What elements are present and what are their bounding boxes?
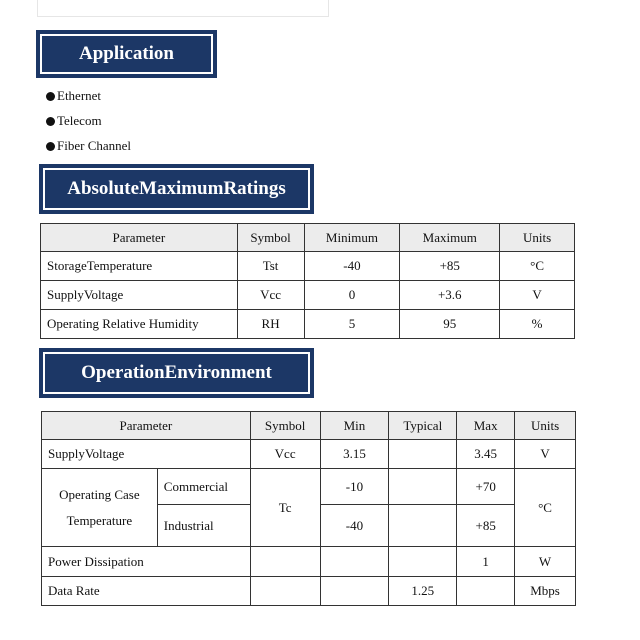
header-maximum: Maximum [400,224,500,252]
cell-symbol: Tst [237,252,304,281]
header-symbol: Symbol [250,412,320,440]
table-row [42,469,576,505]
table-row [41,281,575,310]
cell-units: Mbps [515,577,576,606]
header-units: Units [515,412,576,440]
case-temp-label-line1: Operating Case [59,486,140,502]
header-min: Min [320,412,389,440]
cell-units: % [500,310,575,339]
table-header-row [42,412,576,440]
operation-env-table [41,411,576,606]
commercial-max: +70 [457,469,515,505]
absolute-max-title: AbsoluteMaximumRatings [43,168,310,210]
cell-units: V [500,281,575,310]
table-row [42,440,576,469]
header-typical: Typical [389,412,457,440]
header-max: Max [457,412,515,440]
cell-parameter: StorageTemperature [41,252,238,281]
cell-maximum: +85 [400,252,500,281]
cell-parameter: SupplyVoltage [41,281,238,310]
cell-units: W [515,547,576,577]
list-item [46,138,131,154]
bullet-icon [46,117,55,126]
commercial-min: -10 [320,469,389,505]
bullet-text: Telecom [57,113,102,128]
cell-max: 1 [457,547,515,577]
header-units: Units [500,224,575,252]
cell-min [320,577,389,606]
cell-symbol [250,547,320,577]
absolute-max-banner [39,164,314,214]
top-frame [37,0,329,17]
cell-min: 3.15 [320,440,389,469]
bullet-icon [46,92,55,101]
table-header-row [41,224,575,252]
table-row [41,310,575,339]
cell-typical: 1.25 [389,577,457,606]
cell-minimum: 5 [304,310,400,339]
cell-symbol: Vcc [250,440,320,469]
header-parameter: Parameter [42,412,251,440]
list-item [46,113,102,129]
cell-max [457,577,515,606]
case-temp-label-line2: Temperature [66,512,133,528]
cell-parameter: Data Rate [42,577,251,606]
cell-symbol [250,577,320,606]
operation-env-banner [39,348,314,398]
industrial-typical [389,505,457,547]
table-row [41,252,575,281]
industrial-min: -40 [320,505,389,547]
table-row [42,547,576,577]
application-banner [36,30,217,78]
cell-symbol: Vcc [237,281,304,310]
cell-units: V [515,440,576,469]
cell-parameter: SupplyVoltage [42,440,251,469]
header-minimum: Minimum [304,224,400,252]
cell-typical [389,440,457,469]
case-temp-symbol: Tc [250,469,320,547]
case-temp-units: °C [515,469,576,547]
commercial-label: Commercial [157,469,250,505]
cell-maximum: 95 [400,310,500,339]
cell-max: 3.45 [457,440,515,469]
bullet-text: Fiber Channel [57,138,132,153]
cell-minimum: -40 [304,252,400,281]
cell-min [320,547,389,577]
table-row [42,577,576,606]
header-parameter: Parameter [41,224,238,252]
cell-units: °C [500,252,575,281]
operation-env-title: OperationEnvironment [43,352,310,394]
commercial-typical [389,469,457,505]
industrial-label: Industrial [157,505,250,547]
cell-symbol: RH [237,310,304,339]
list-item [46,88,101,104]
case-temp-label-cell [42,469,158,547]
cell-minimum: 0 [304,281,400,310]
cell-parameter: Power Dissipation [42,547,251,577]
absolute-max-table [40,223,575,339]
application-title: Application [40,34,213,74]
bullet-icon [46,142,55,151]
header-symbol: Symbol [237,224,304,252]
cell-parameter: Operating Relative Humidity [41,310,238,339]
industrial-max: +85 [457,505,515,547]
cell-maximum: +3.6 [400,281,500,310]
cell-typical [389,547,457,577]
bullet-text: Ethernet [57,88,102,103]
